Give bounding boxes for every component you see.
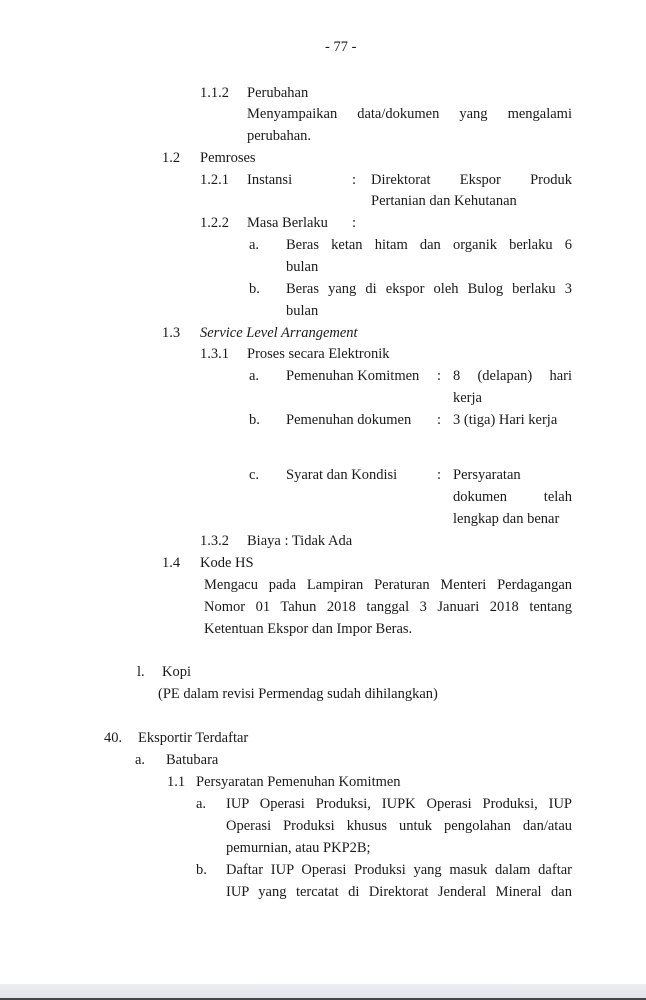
field-label: Masa Berlaku <box>247 215 328 231</box>
section-number: 1.1.2 <box>200 85 229 101</box>
list-item: Operasi Produksi khusus untuk pengolahan dan/atau <box>226 818 572 834</box>
section-number: 1.3 <box>162 325 181 341</box>
field-label: Syarat dan Kondisi <box>286 467 398 483</box>
field-label: Instansi <box>247 172 293 188</box>
field-value: kerja <box>453 390 482 406</box>
list-item: bulan <box>286 259 319 275</box>
section-number: 1.2.2 <box>200 215 229 231</box>
list-marker: a. <box>196 796 207 812</box>
paragraph-line: Nomor 01 Tahun 2018 tanggal 3 Januari 2018 tentang <box>204 599 572 615</box>
field-label: Pemenuhan dokumen <box>286 412 412 428</box>
list-item: Daftar IUP Operasi Produksi yang masuk dalam daftar <box>226 862 572 878</box>
field-value: Pertanian dan Kehutanan <box>371 193 517 209</box>
list-item: Beras ketan hitam dan organik berlaku 6 <box>286 237 572 253</box>
field-value: Direktorat Ekspor Produk <box>371 172 572 188</box>
paragraph-line: Menyampaikan data/dokumen yang mengalami <box>247 106 572 122</box>
list-item: IUP Operasi Produksi, IUPK Operasi Produksi, IUP <box>226 796 572 812</box>
list-marker: b. <box>249 281 260 297</box>
field-value: 3 (tiga) Hari kerja <box>453 412 558 428</box>
field-label: Pemenuhan Komitmen <box>286 368 420 384</box>
section-number: 1.3.2 <box>200 533 229 549</box>
section-title: Kode HS <box>200 555 254 571</box>
list-marker: l. <box>137 664 145 680</box>
section-number: 1.3.1 <box>200 346 229 362</box>
section-number: 1.2 <box>162 150 181 166</box>
page-number: - 77 - <box>325 39 357 55</box>
field-value: Persyaratan <box>453 467 521 483</box>
list-item: Beras yang di ekspor oleh Bulog berlaku 3 <box>286 281 572 297</box>
section-number: 1.1 <box>167 774 186 790</box>
paragraph-line: Ketentuan Ekspor dan Impor Beras. <box>204 621 413 637</box>
section-title: Eksportir Terdaftar <box>138 730 249 746</box>
colon: : <box>437 412 442 428</box>
section-number: 40. <box>104 730 123 746</box>
paragraph-line: perubahan. <box>247 128 312 144</box>
colon: : <box>352 215 357 231</box>
section-title: Batubara <box>166 752 219 768</box>
list-marker: a. <box>249 368 260 384</box>
section-title: Pemroses <box>200 150 256 166</box>
section-number: 1.4 <box>162 555 181 571</box>
section-number: 1.2.1 <box>200 172 229 188</box>
list-marker: b. <box>196 862 207 878</box>
colon: : <box>437 467 442 483</box>
section-text: Biaya : Tidak Ada <box>247 533 353 549</box>
field-value: 8 (delapan) hari <box>453 368 572 384</box>
list-marker: a. <box>249 237 260 253</box>
list-item: pemurnian, atau PKP2B; <box>226 840 371 856</box>
section-title: Service Level Arrangement <box>200 325 358 341</box>
list-item: bulan <box>286 303 319 319</box>
paragraph-line: Mengacu pada Lampiran Peraturan Menteri Perdagangan <box>204 577 572 593</box>
colon: : <box>437 368 442 384</box>
list-marker: a. <box>135 752 146 768</box>
list-item: IUP yang tercatat di Direktorat Jenderal Mineral dan <box>226 884 572 900</box>
section-title: Proses secara Elektronik <box>247 346 390 362</box>
section-title: Kopi <box>162 664 191 680</box>
section-title: Persyaratan Pemenuhan Komitmen <box>196 774 401 790</box>
field-value: lengkap dan benar <box>453 511 560 527</box>
section-title: Perubahan <box>247 85 309 101</box>
note: (PE dalam revisi Permendag sudah dihilangkan) <box>158 686 438 702</box>
field-value: dokumen telah <box>453 489 572 505</box>
list-marker: c. <box>249 467 260 483</box>
list-marker: b. <box>249 412 260 428</box>
colon: : <box>352 172 357 188</box>
